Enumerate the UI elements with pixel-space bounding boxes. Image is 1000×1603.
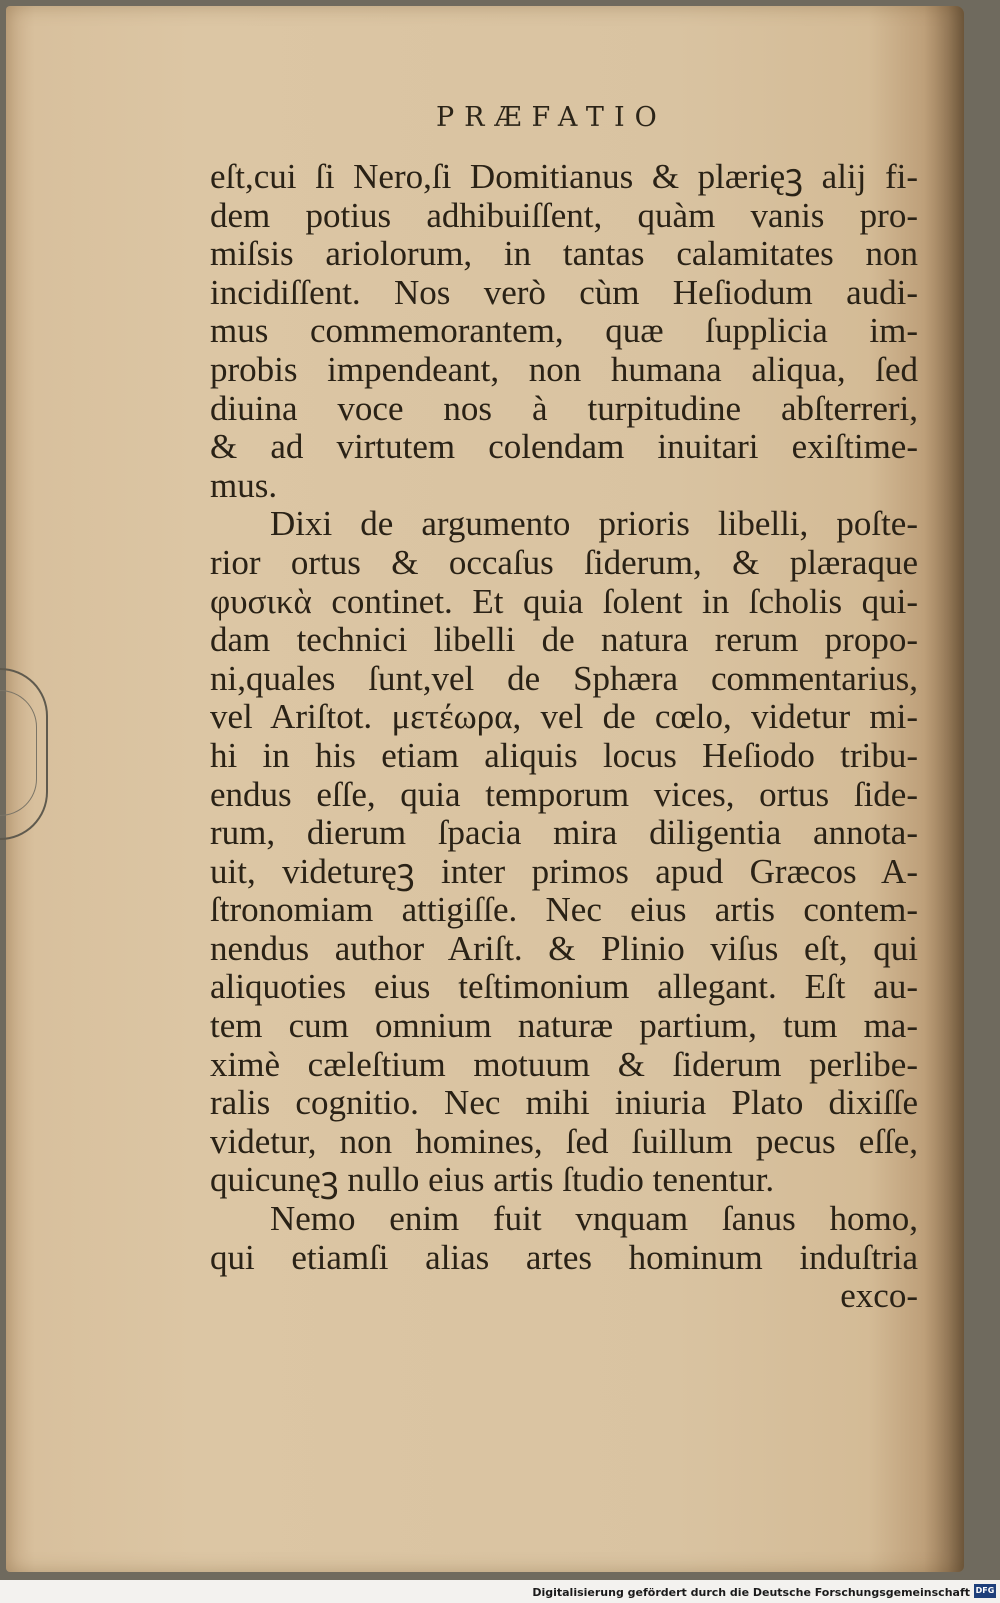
text-line: rum, dierum ſpacia mira diligentia annota-: [210, 813, 918, 853]
text-line: uit, videturęꝫ inter primos apud Græcos A-: [210, 851, 918, 891]
text-line: miſsis ariolorum, in tantas calamitates non: [210, 234, 918, 274]
running-head: PRÆFATIO: [436, 102, 667, 133]
text-line: dam technici libelli de natura rerum propo-: [210, 620, 918, 660]
dfg-logo: DFG: [974, 1584, 996, 1598]
text-line: diuina voce nos à turpitudine abſterreri,: [210, 388, 918, 428]
text-line: hi in his etiam aliquis locus Heſiodo tribu-: [210, 735, 918, 775]
text-line: probis impendeant, non humana aliqua, ſed: [210, 349, 918, 389]
funding-credit: Digitalisierung gefördert durch die Deutsche Forschungsgemeinschaft: [532, 1586, 970, 1599]
catchword: exco-: [840, 1276, 918, 1316]
text-line: ni,quales ſunt,vel de Sphæra commentarius,: [210, 658, 918, 698]
text-line: mus commemorantem, quæ ſupplicia im-: [210, 311, 918, 351]
text-line: dem potius adhibuiſſent, quàm vanis pro-: [210, 195, 918, 235]
text-line: tem cum omnium naturæ partium, tum ma-: [210, 1006, 918, 1046]
text-line: ralis cognitio. Nec mihi iniuria Plato dixiſſe: [210, 1083, 918, 1123]
text-line: φυσικὰ continet. Et quia ſolent in ſcholis qui-: [210, 581, 918, 621]
text-line: Nemo enim fuit vnquam ſanus homo,: [270, 1199, 918, 1239]
text-line: rior ortus & occaſus ſiderum, & plæraque: [210, 542, 918, 582]
text-line: eſt,cui ſi Nero,ſi Domitianus & plærięꝫ alij fi-: [210, 157, 918, 196]
text-line: ximè cæleſtium motuum & ſiderum perlibe-: [210, 1044, 918, 1084]
text-line: mus.: [210, 465, 278, 505]
text-line: endus eſſe, quia temporum vices, ortus ſide-: [210, 774, 918, 814]
text-line: quicunęꝫ nullo eius artis ſtudio tenentur.: [210, 1160, 775, 1200]
text-line: nendus author Ariſt. & Plinio viſus eſt, qui: [210, 928, 918, 968]
text-line: incidiſſent. Nos verò cùm Heſiodum audi-: [210, 272, 918, 312]
text-line: ſtronomiam attigiſſe. Nec eius artis contem-: [210, 890, 918, 930]
page-edge-shadow: [924, 6, 964, 1572]
text-line: aliquoties eius teſtimonium allegant. Eſt au-: [210, 967, 918, 1007]
footer-bar: [0, 1580, 1000, 1603]
book-page: [6, 6, 964, 1572]
text-line: Dixi de argumento prioris libelli, poſte-: [270, 504, 918, 544]
text-line: vel Ariſtot. μετέωρα, vel de cœlo, videtur mi-: [210, 697, 918, 737]
book-clasp-inner: [0, 690, 37, 816]
text-line: videtur, non homines, ſed ſuillum pecus eſſe,: [210, 1121, 918, 1161]
text-line: & ad virtutem colendam inuitari exiſtime-: [210, 427, 918, 467]
text-line: qui etiamſi alias artes hominum induſtria: [210, 1237, 918, 1277]
body-text: [210, 158, 918, 1316]
